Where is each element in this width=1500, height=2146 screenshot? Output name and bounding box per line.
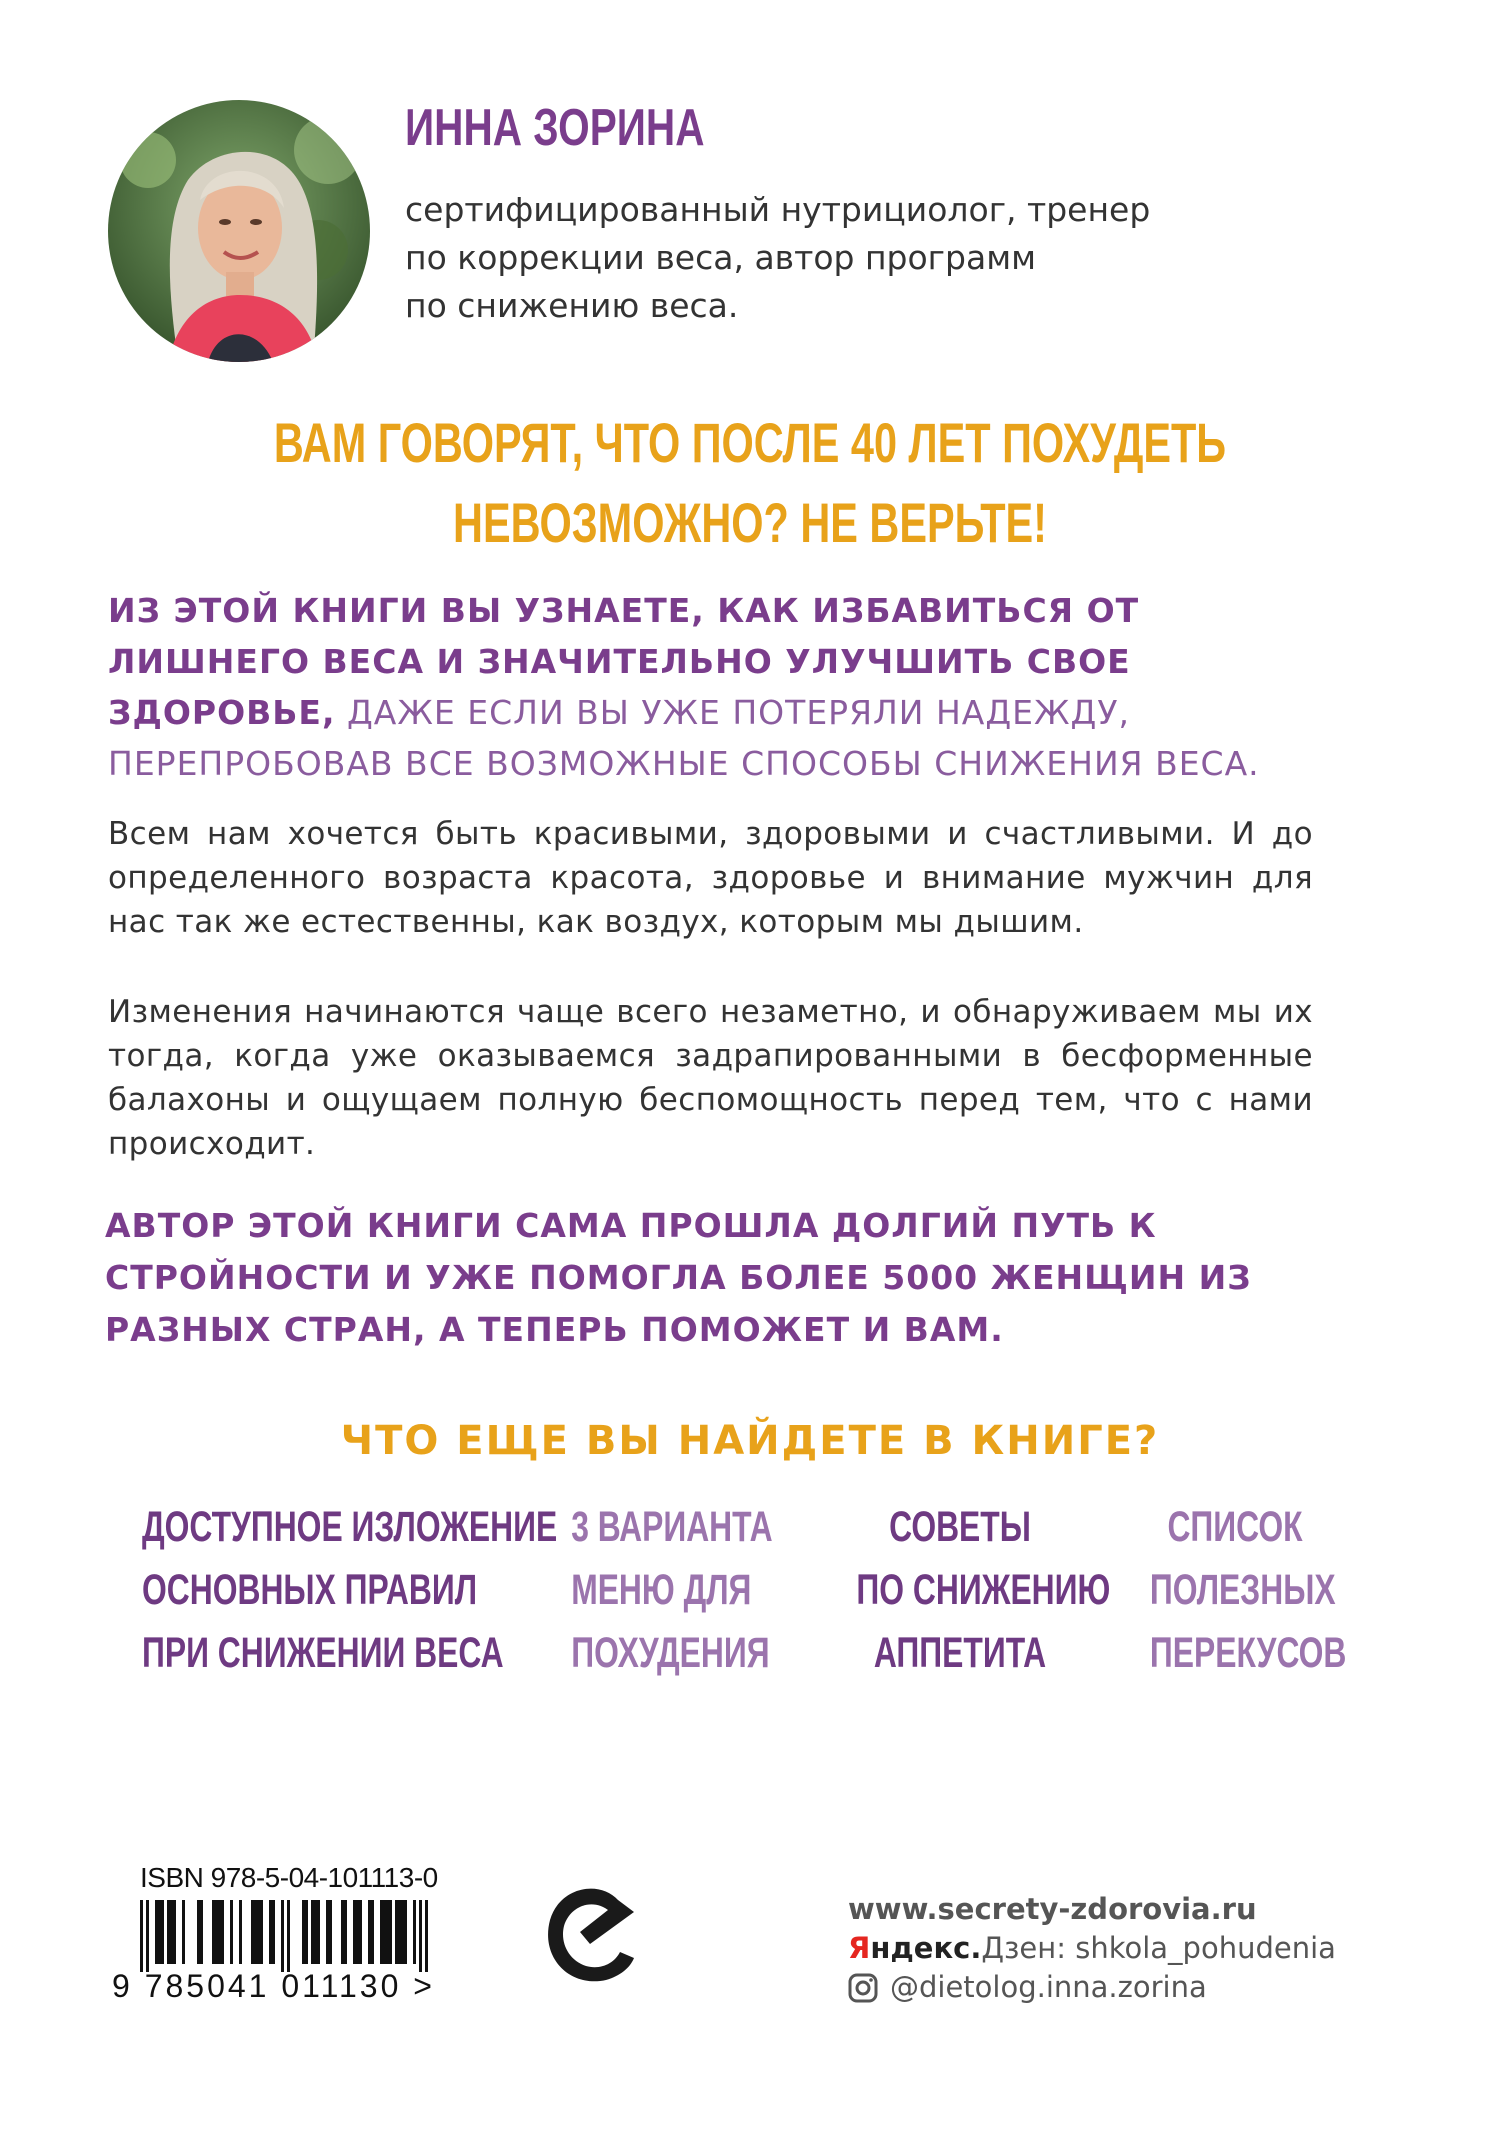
feature-line: СПИСОК [1167, 1503, 1303, 1551]
author-journey: АВТОР ЭТОЙ КНИГИ САМА ПРОШЛА ДОЛГИЙ ПУТЬ К СТРОЙНОСТИ И УЖЕ ПОМОГЛА БОЛЕЕ 5000 ЖЕНЩИН ИЗ РАЗНЫХ СТРАН, А ТЕПЕРЬ ПОМОЖЕТ И ВАМ. [105, 1206, 1252, 1349]
barcode-bar [413, 1900, 416, 1964]
author-bio-line: по снижению веса. [405, 286, 739, 325]
yandex-logo-y: Я [848, 1931, 871, 1965]
barcode-bar [425, 1900, 428, 1972]
barcode-bar [395, 1900, 398, 1964]
yandex-logo-rest: ндекс. [870, 1931, 982, 1965]
feature-rules [90, 1496, 558, 1685]
barcode [140, 1900, 470, 1972]
barcode-bar [356, 1900, 362, 1964]
feature-menus [540, 1496, 780, 1685]
barcode-bar [167, 1900, 173, 1964]
author-name: ИННА ЗОРИНА [405, 99, 705, 157]
barcode-bar [302, 1900, 308, 1964]
isbn-label: ISBN 978-5-04-101113-0 [140, 1862, 438, 1893]
feature-line: 3 ВАРИАНТА [571, 1503, 773, 1551]
feature-line: ПОЛЕЗНЫХ [1149, 1566, 1336, 1614]
feature-line: СОВЕТЫ [889, 1503, 1031, 1551]
intro-regular: ДАЖЕ ЕСЛИ ВЫ УЖЕ ПОТЕРЯЛИ НАДЕЖДУ, ПЕРЕПРОБОВАВ ВСЕ ВОЗМОЖНЫЕ СПОСОБЫ СНИЖЕНИЯ ВЕСА. [108, 693, 1260, 783]
barcode-bar [281, 1900, 284, 1972]
feature-line: ОСНОВНЫХ ПРАВИЛ [142, 1566, 478, 1614]
author-bio [405, 186, 1285, 330]
barcode-bar [311, 1900, 314, 1964]
headline-line: НЕВОЗМОЖНО? НЕ ВЕРЬТЕ! [453, 491, 1047, 554]
barcode-digits: 9 785041 011130 > [112, 1968, 435, 2004]
body-paragraph: Всем нам хочется быть красивыми, здоровыми и счастливыми. И до определенного возраста красота, здоровье и внимание мужчин для нас так же естественны, как воздух, которым мы дышим. [108, 816, 1313, 940]
barcode-bar [353, 1900, 356, 1964]
instagram-handle: @dietolog.inna.zorina [890, 1970, 1207, 2004]
barcode-bar [212, 1900, 215, 1964]
barcode-bar [146, 1900, 149, 1972]
barcode-bar [368, 1900, 374, 1964]
section-title: ЧТО ЕЩЕ ВЫ НАЙДЕТЕ В КНИГЕ? [340, 1418, 1160, 1464]
headline-line: ВАМ ГОВОРЯТ, ЧТО ПОСЛЕ 40 ЛЕТ ПОХУДЕТЬ [273, 411, 1227, 474]
barcode-bar [140, 1900, 143, 1972]
contacts [848, 1890, 1336, 2007]
zen-handle: Дзен: shkola_pohudenia [981, 1931, 1336, 1965]
feature-line: ДОСТУПНОЕ ИЗЛОЖЕНИЕ [142, 1503, 558, 1551]
barcode-bar [419, 1900, 422, 1972]
barcode-bar [239, 1900, 242, 1964]
barcode-bar [215, 1900, 224, 1964]
author-bio-line: сертифицированный нутрициолог, тренер [405, 190, 1151, 229]
feature-line: ПО СНИЖЕНИЮ [856, 1566, 1111, 1614]
barcode-bar [182, 1900, 185, 1964]
feature-appetite [820, 1496, 1111, 1685]
author-photo [108, 100, 370, 362]
feature-line: ПРИ СНИЖЕНИИ ВЕСА [142, 1629, 504, 1677]
feature-line: МЕНЮ ДЛЯ [571, 1566, 752, 1614]
barcode-bar [269, 1900, 275, 1964]
body-paragraph: Изменения начинаются чаще всего незаметно, и обнаруживаем мы их тогда, когда уже оказываемся задрапированными в бесформенные балахоны и ощущаем полную беспомощность перед тем, что с нами происходит. [108, 994, 1313, 1162]
feature-line: АППЕТИТА [873, 1629, 1047, 1677]
yandex-zen-row[interactable] [848, 1929, 1336, 1968]
barcode-bar [287, 1900, 290, 1972]
instagram-row[interactable] [848, 1968, 1336, 2007]
eksmo-logo [540, 1880, 640, 1990]
instagram-icon [848, 1973, 878, 2003]
barcode-bar [230, 1900, 233, 1964]
barcode-bar [197, 1900, 203, 1964]
website-link[interactable]: www.secrety-zdorovia.ru [848, 1892, 1257, 1926]
author-bio-line: по коррекции веса, автор программ [405, 238, 1036, 277]
barcode-bar [173, 1900, 176, 1964]
feature-line: ПОХУДЕНИЯ [571, 1629, 770, 1677]
barcode-bar [326, 1900, 332, 1964]
barcode-bar [398, 1900, 407, 1964]
feature-line: ПЕРЕКУСОВ [1149, 1629, 1347, 1677]
barcode-bar [341, 1900, 347, 1964]
barcode-bar [314, 1900, 320, 1964]
barcode-bar [380, 1900, 392, 1964]
feature-snacks [1120, 1496, 1350, 1685]
barcode-bar [251, 1900, 257, 1964]
intro-bold: ИЗ ЭТОЙ КНИГИ ВЫ УЗНАЕТЕ, КАК ИЗБАВИТЬСЯ ОТ ЛИШНЕГО ВЕСА И ЗНАЧИТЕЛЬНО УЛУЧШИТЬ СВОЕ ЗДОРОВЬЕ, [108, 591, 1140, 732]
barcode-bar [155, 1900, 164, 1964]
intro-text [108, 585, 1328, 789]
barcode-bar [257, 1900, 263, 1964]
